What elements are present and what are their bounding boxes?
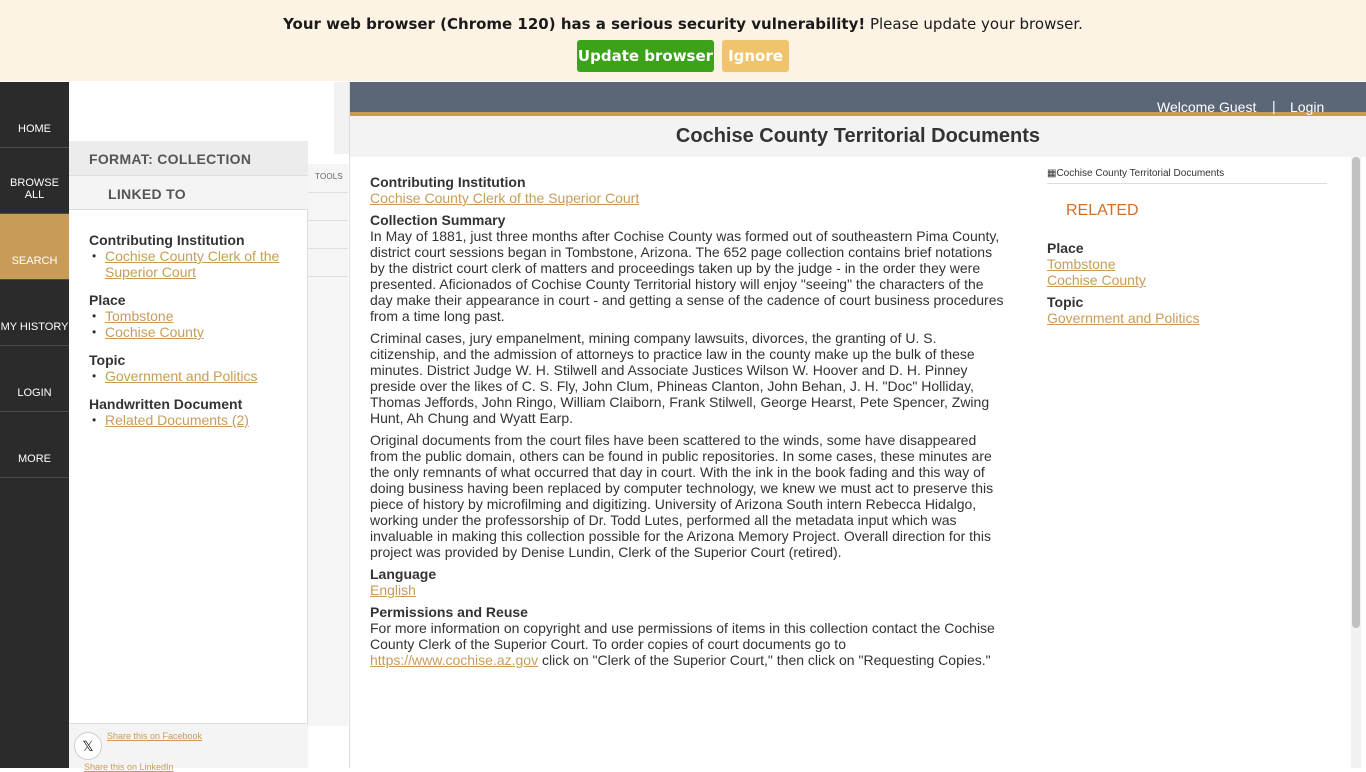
permissions-label: Permissions and Reuse	[370, 604, 528, 620]
related-heading: RELATED	[1066, 202, 1139, 219]
facet-link-institution[interactable]: Cochise County Clerk of the Superior Court	[105, 248, 280, 280]
facet-item	[89, 308, 299, 324]
nav-login-label: LOGIN	[17, 387, 52, 399]
nav-more[interactable]	[0, 412, 69, 478]
tools-label: TOOLS	[315, 172, 343, 181]
permissions-text-end: click on "Clerk of the Superior Court," then click on "Requesting Copies."	[538, 652, 991, 668]
related-column	[1047, 168, 1327, 326]
facet-topic-list	[89, 368, 299, 384]
summary-label: Collection Summary	[370, 212, 506, 228]
summary-paragraph-3: Original documents from the court files have been scattered to the winds, some have disappeared from the public domain, others can be found in public repositories. In some cases, these minutes are the only remnants of what occurred that day in court. With the ink in the book fading and this way of doing business having been replaced by computer technology, we knew we must act to preserve this piece of history by microfilming and digitizing. University of Arizona South intern Rebecca Hidalgo, working under the professorship of Dr. Todd Lutes, performed all the metadata input which was invaluable in making this collection possible for the Arizona Memory Project. Overall direction for this project was provided by Denise Lundin, Clerk of the Superior Court (retired).	[370, 432, 994, 560]
language-link[interactable]: English	[370, 582, 416, 598]
tool-divider	[308, 220, 348, 221]
banner-message-rest: Please update your browser.	[865, 15, 1083, 33]
collection-details	[370, 174, 1006, 668]
linked-to-label: LINKED TO	[108, 186, 186, 202]
nav-browse-all[interactable]	[0, 148, 69, 214]
nav-more-label: MORE	[18, 453, 51, 465]
nav-browse-all-label: BROWSE ALL	[10, 177, 59, 201]
panel-top-edge	[334, 82, 350, 154]
broken-image-icon: ▦	[1047, 168, 1057, 179]
format-collection-bar[interactable]	[69, 141, 308, 176]
institution-label: Contributing Institution	[370, 174, 526, 190]
summary-block	[370, 212, 1006, 560]
format-label: FORMAT: COLLECTION	[89, 151, 252, 167]
summary-paragraph-1: In May of 1881, just three months after Cochise County was formed out of southeastern Pima County, district court sessions began in Tombstone, Arizona. The 652 page collection contains brief notations by the district court clerk of matters and proceedings taken up by the judge - in the order they were presented. Aficionados of Cochise County Territorial history will enjoy "seeing" the characters of the day make their appearance in court - and getting a sense of the cadence of court business procedures from a time long past.	[370, 228, 1004, 324]
facet-link-government[interactable]: Government and Politics	[105, 368, 258, 384]
permissions-block	[370, 604, 1006, 668]
tool-divider	[308, 276, 348, 277]
update-browser-button[interactable]: Update browser	[577, 40, 714, 72]
facet-list	[89, 232, 299, 428]
facet-link-related-documents[interactable]: Related Documents (2)	[105, 412, 249, 428]
related-link-cochise-county[interactable]: Cochise County	[1047, 272, 1146, 288]
facet-link-cochise-county[interactable]: Cochise County	[105, 324, 204, 340]
ignore-button[interactable]: Ignore	[722, 40, 789, 72]
permissions-text	[370, 620, 1006, 668]
facet-item	[89, 248, 299, 280]
page-title: Cochise County Territorial Documents	[675, 125, 1041, 147]
permissions-text-start: For more information on copyright and use permissions of items in this collection contact the Cochise County Clerk of the Superior Court. To order copies of court documents go to	[370, 620, 995, 652]
collection-image	[1047, 168, 1327, 184]
facet-link-tombstone[interactable]: Tombstone	[105, 308, 174, 324]
related-topic-group	[1047, 294, 1327, 326]
main-border	[349, 82, 350, 768]
facet-title-topic: Topic	[89, 352, 126, 368]
facebook-share-link[interactable]: Share this on Facebook	[107, 731, 203, 741]
nav-search-label: SEARCH	[11, 255, 58, 267]
related-place-group	[1047, 240, 1327, 288]
facet-item	[89, 412, 299, 428]
nav-home[interactable]	[0, 82, 69, 148]
x-share-icon[interactable]: 𝕏	[74, 732, 102, 760]
main-scrollbar[interactable]	[1351, 157, 1361, 768]
welcome-guest: Welcome Guest	[1157, 99, 1257, 115]
summary-paragraph-2: Criminal cases, jury empanelment, mining company lawsuits, divorces, the granting of U. S. citizenship, and the admission of attorneys to practice law in the county make up the bulk of these minutes. District Judge W. H. Stilwell and Associate Justices Wilson W. Hoover and D. H. Pinney preside over the likes of C. S. Fly, John Clum, Phineas Clanton, John Behan, J. H. "Doc" Holliday, Thomas Jeffords, John Ringo, William Claiborn, Frank Stilwell, George Hearst, Pete Spencer, Zwing Hunt, Ah Chung and Wyatt Earp.	[370, 330, 990, 426]
linked-to-bar[interactable]	[69, 176, 308, 210]
collection-image-alt: Cochise County Territorial Documents	[1056, 168, 1225, 179]
header-separator: |	[1272, 98, 1276, 114]
language-block	[370, 566, 1006, 598]
banner-message-bold: Your web browser (Chrome 120) has a serious security vulnerability!	[283, 15, 866, 33]
update-browser-banner	[0, 0, 1366, 81]
facet-title-place: Place	[89, 292, 126, 308]
linkedin-share-link[interactable]: Share this on LinkedIn	[84, 762, 174, 772]
cochise-website-link[interactable]: https://www.cochise.az.gov	[370, 652, 539, 668]
share-footer	[69, 723, 308, 772]
related-link-government[interactable]: Government and Politics	[1047, 310, 1200, 326]
scrollbar-thumb[interactable]	[1352, 157, 1360, 628]
facet-institution-list	[89, 248, 299, 280]
related-link-tombstone[interactable]: Tombstone	[1047, 256, 1116, 272]
facet-panel	[69, 82, 308, 772]
title-bar	[350, 116, 1366, 157]
nav-my-history-label: MY HISTORY	[0, 321, 69, 333]
tool-divider	[308, 248, 348, 249]
related-place-title: Place	[1047, 240, 1084, 256]
header-login-link[interactable]: Login	[1290, 99, 1325, 115]
facet-title-handwritten: Handwritten Document	[89, 396, 243, 412]
facet-place-list	[89, 308, 299, 340]
language-label: Language	[370, 566, 437, 582]
tools-column	[308, 164, 348, 726]
nav-home-label: HOME	[18, 123, 51, 135]
left-navigation	[0, 82, 69, 768]
institution-link[interactable]: Cochise County Clerk of the Superior Court	[370, 190, 640, 206]
facet-item	[89, 324, 299, 340]
nav-my-history[interactable]	[0, 280, 69, 346]
facet-title-institution: Contributing Institution	[89, 232, 245, 248]
panel-top-area	[69, 82, 335, 141]
tool-divider	[308, 192, 348, 193]
nav-search[interactable]	[0, 214, 69, 280]
nav-login[interactable]	[0, 346, 69, 412]
banner-message	[0, 15, 1366, 33]
facet-handwritten-list	[89, 412, 299, 428]
institution-block	[370, 174, 1006, 206]
facet-item	[89, 368, 299, 384]
related-topic-title: Topic	[1047, 294, 1084, 310]
